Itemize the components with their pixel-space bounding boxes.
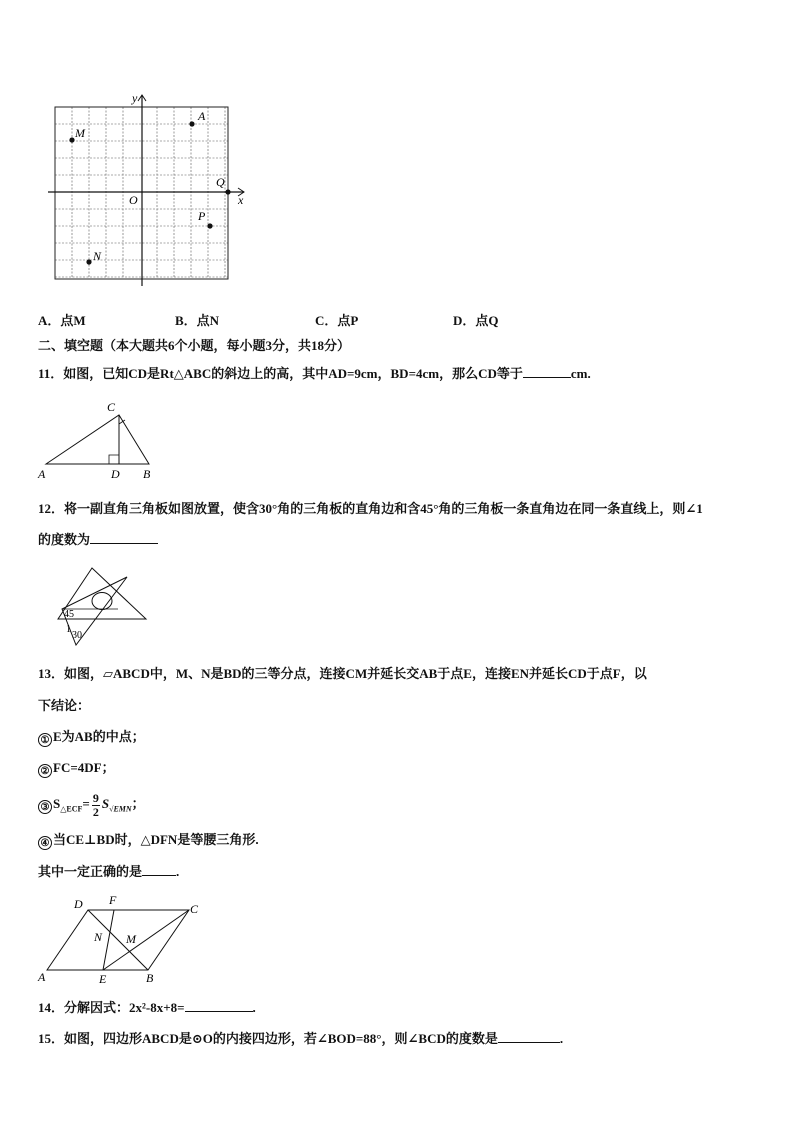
q13-label-b: B — [146, 971, 154, 984]
q11-label-d: D — [111, 467, 120, 481]
q12-label-1: 1 — [66, 624, 71, 635]
q13-label-f: F — [109, 893, 117, 907]
q12-set-squares-figure — [52, 562, 152, 646]
q11-text — [38, 365, 591, 382]
q13-c3-frac-num: 9 — [92, 790, 99, 805]
q13-line1: 13．如图，▱ABCD中，M、N是BD的三等分点，连接CM并延长交AB于点E，连接EN并延长CD于点F，以 — [38, 666, 647, 681]
q13-c3-s: S — [53, 796, 61, 811]
point-q-label: Q — [216, 175, 225, 189]
q13-conclusion-3 — [38, 788, 145, 826]
option-b-letter: B． — [175, 313, 197, 328]
q13-conclusion-2 — [38, 760, 115, 778]
coordinate-grid-figure — [44, 90, 259, 295]
q13-c3-end: ； — [131, 796, 145, 811]
q12-line2-text: 的度数为 — [38, 532, 91, 547]
q13-c3-fraction — [92, 792, 100, 819]
q13-label-d: D — [74, 897, 83, 911]
q11-triangle-figure — [36, 396, 166, 482]
q13-c2-number: ② — [38, 764, 52, 778]
q13-conclusion-text: 其中一定正确的是 — [38, 864, 143, 879]
q13-c4-number: ④ — [38, 836, 52, 850]
q13-c3-eq: = — [82, 796, 90, 811]
q13-conclusion-4 — [38, 832, 259, 850]
q13-c3-frac-den: 2 — [92, 804, 99, 819]
q15-text — [38, 1030, 563, 1047]
q13-c4-text: 当CE⊥BD时，△DFN是等腰三角形. — [53, 832, 259, 847]
point-m — [69, 137, 74, 142]
point-q — [225, 189, 230, 194]
q15-text-before: 15．如图，四边形ABCD是⊙O的内接四边形，若∠BOD=88°，则∠BCD的度数是 — [38, 1031, 498, 1046]
q13-answer-blank[interactable] — [142, 863, 176, 876]
point-p — [207, 223, 212, 228]
point-a — [189, 121, 194, 126]
option-d-text: 点Q — [475, 313, 499, 328]
q14-answer-blank[interactable] — [185, 999, 253, 1012]
point-n-label: N — [93, 249, 102, 263]
option-c-letter: C． — [315, 313, 338, 328]
q13-c3-number: ③ — [38, 800, 52, 814]
q12-line2 — [38, 531, 158, 548]
q13-conclusion-1 — [38, 729, 145, 747]
option-c[interactable] — [315, 313, 358, 329]
q14-text-before: 14．分解因式：2x²-8x+8= — [38, 1000, 185, 1015]
q13-label-n: N — [94, 930, 103, 944]
q13-c3-s2-sub: √EMN — [109, 804, 132, 814]
option-b-text: 点N — [196, 313, 220, 328]
q11-answer-blank[interactable] — [523, 365, 571, 378]
q13-conclusion-end: . — [176, 864, 180, 879]
point-a-label: A — [198, 109, 206, 123]
q15-text-after: . — [559, 1031, 564, 1046]
q13-label-e: E — [99, 972, 107, 984]
option-c-text: 点P — [337, 313, 359, 328]
q12-label-30: 30 — [72, 630, 82, 641]
q11-label-b: B — [143, 467, 151, 481]
q11-text-before: 11．如图，已知CD是Rt△ABC的斜边上的高，其中AD=9cm，BD=4cm，那么CD等于 — [38, 366, 523, 381]
option-a-letter: A． — [38, 313, 61, 328]
axis-y-label: y — [132, 91, 138, 105]
q12-line1: 12．将一副直角三角板如图放置，使含30°角的三角板的直角边和含45°角的三角板一条直角边在同一条直线上，则∠1 — [38, 501, 703, 516]
q14-text — [38, 999, 256, 1016]
q13-c3-sub: △ECF — [60, 804, 83, 814]
q11-label-c: C — [107, 400, 116, 414]
q13-c3-s2: S — [101, 796, 110, 811]
option-d-letter: D． — [453, 313, 476, 328]
q13-label-c: C — [190, 902, 199, 916]
q13-parallelogram-figure — [36, 892, 206, 984]
option-a[interactable] — [38, 313, 86, 329]
q13-c1-text: E为AB的中点； — [53, 729, 145, 744]
q11-label-a: A — [38, 467, 46, 481]
option-b[interactable] — [175, 313, 219, 329]
q11-text-after: cm. — [570, 366, 591, 381]
option-a-text: 点M — [60, 313, 86, 328]
q13-conclusion-line — [38, 863, 179, 880]
section2-heading: 二、填空题（本大题共6个小题，每小题3分，共18分） — [38, 338, 351, 353]
option-d[interactable] — [453, 313, 499, 329]
q12-answer-blank[interactable] — [90, 531, 158, 544]
q13-line2: 下结论： — [38, 698, 91, 713]
q12-label-45: 45 — [64, 609, 74, 620]
origin-label: O — [129, 193, 138, 207]
point-m-label: M — [75, 126, 85, 140]
q13-c2-text: FC=4DF； — [53, 760, 115, 775]
q13-label-a: A — [38, 970, 46, 984]
q13-label-m: M — [126, 932, 136, 946]
q14-text-after: . — [252, 1000, 256, 1015]
q15-answer-blank[interactable] — [498, 1030, 560, 1043]
point-p-label: P — [198, 209, 206, 223]
q13-c1-number: ① — [38, 733, 52, 747]
axis-x-label: x — [238, 193, 244, 207]
point-n — [86, 259, 91, 264]
